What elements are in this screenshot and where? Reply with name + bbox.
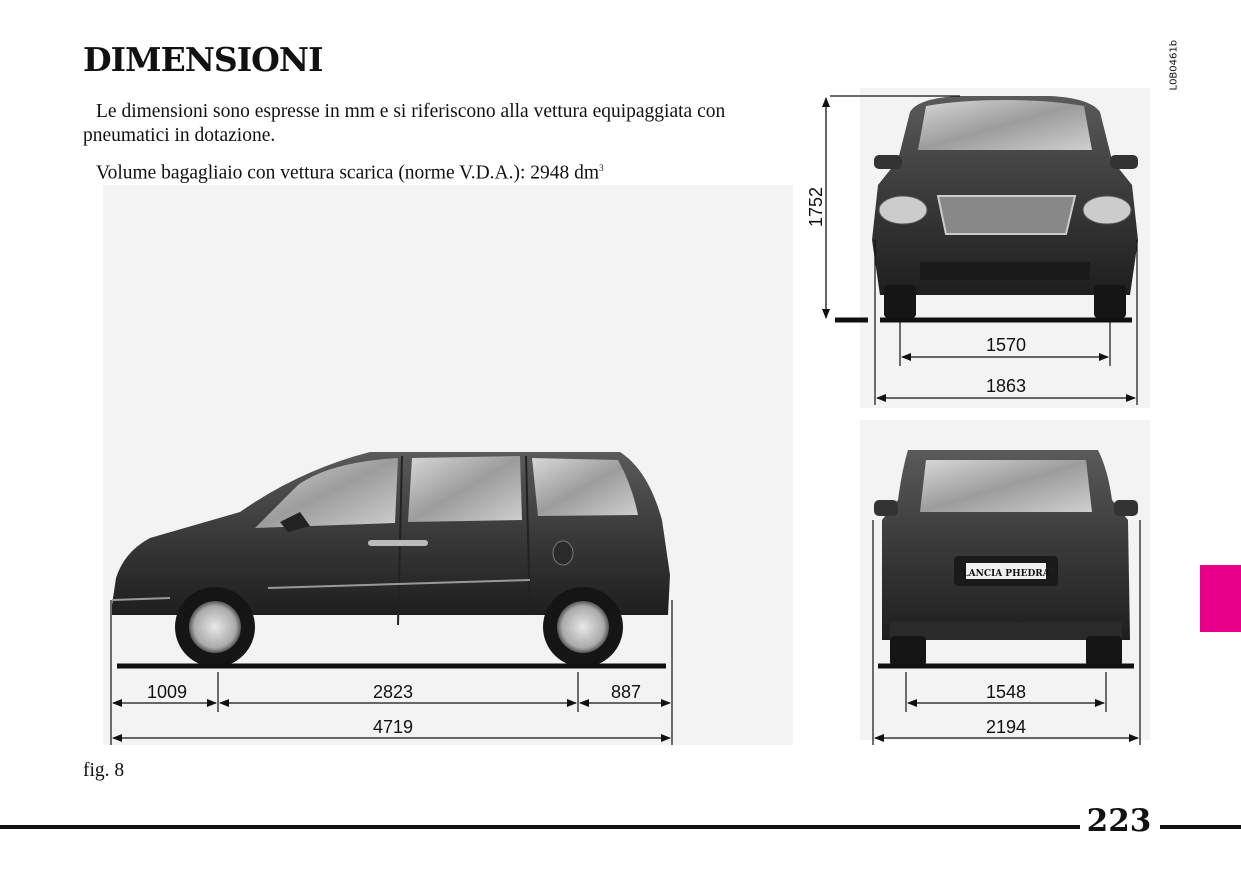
page-title: DIMENSIONI [83,40,323,79]
width-value: 1863 [985,376,1027,396]
page-number: 223 [1080,803,1158,839]
license-plate-text: LANCIA PHEDRA [962,569,1050,579]
luggage-volume-text: Volume bagagliaio con vettura scarica (norme V.D.A.): 2948 dm [96,162,600,184]
height-value: 1752 [806,186,826,228]
footer-rule-left [0,825,1080,829]
unit-superscript: 3 [599,163,604,173]
rear-view-car [874,450,1138,666]
front-overhang-value: 1009 [146,682,188,702]
rear-track-value: 1548 [985,682,1027,702]
rear-overhang-value: 887 [610,682,642,702]
mirror-width-value: 2194 [985,717,1027,737]
front-track-value: 1570 [985,335,1027,355]
intro-paragraph: Le dimensioni sono espresse in mm e si riferiscono alla vettura equipaggiata con pneumatici in dotazione. [83,101,726,146]
figure-label: fig. 8 [83,760,125,781]
image-code: L0B0461b [1168,39,1180,91]
section-tab [1200,565,1241,632]
footer-rule-right [1160,825,1241,829]
length-value: 4719 [372,717,414,737]
front-view-car [872,96,1138,318]
wheelbase-value: 2823 [372,682,414,702]
